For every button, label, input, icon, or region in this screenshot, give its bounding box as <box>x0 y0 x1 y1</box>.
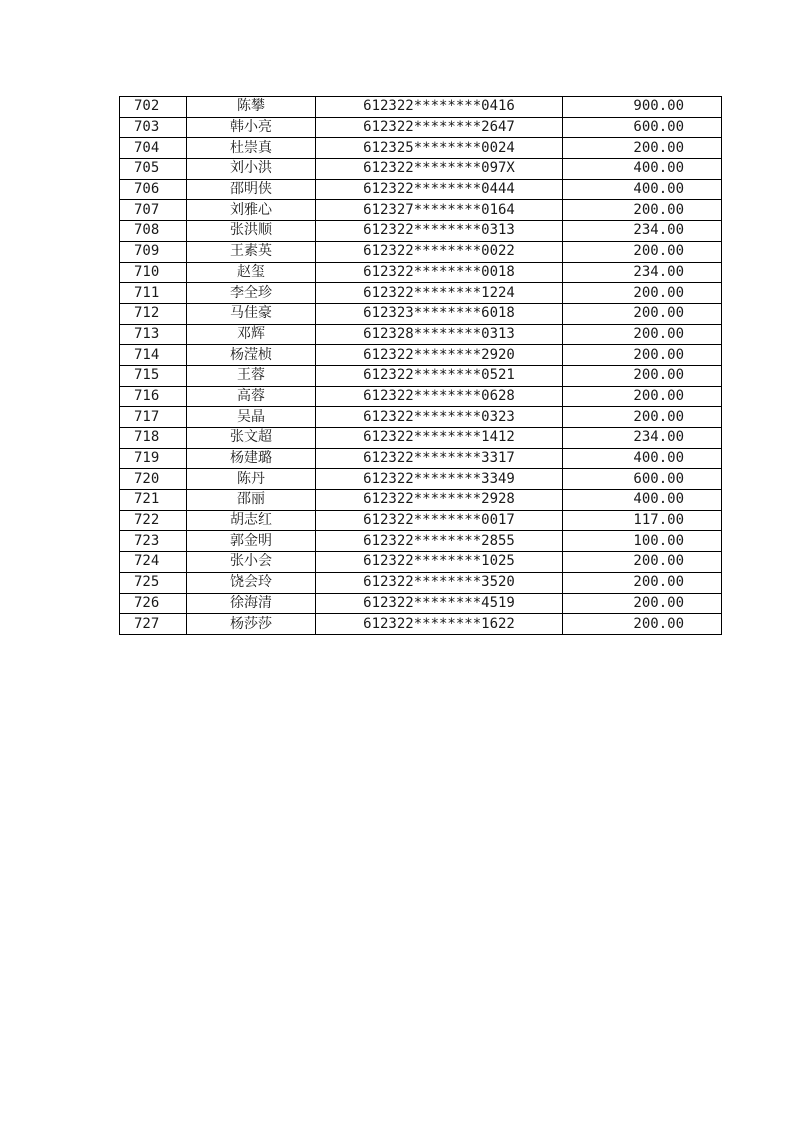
row-number: 721 <box>120 490 187 511</box>
row-number: 709 <box>120 241 187 262</box>
table-row <box>120 303 722 324</box>
masked-id-number: 612322********097X <box>316 159 563 180</box>
table-row <box>120 117 722 138</box>
masked-id-number: 612322********2920 <box>316 345 563 366</box>
roster-table-body <box>120 97 722 635</box>
amount: 200.00 <box>563 303 722 324</box>
masked-id-number: 612322********1025 <box>316 552 563 573</box>
masked-id-number: 612322********2928 <box>316 490 563 511</box>
table-row <box>120 510 722 531</box>
row-number: 707 <box>120 200 187 221</box>
amount: 200.00 <box>563 324 722 345</box>
table-row <box>120 593 722 614</box>
table-row <box>120 345 722 366</box>
table-row <box>120 614 722 635</box>
person-name: 邵丽 <box>187 490 316 511</box>
person-name: 杨建璐 <box>187 448 316 469</box>
masked-id-number: 612322********3520 <box>316 572 563 593</box>
table-row <box>120 241 722 262</box>
row-number: 723 <box>120 531 187 552</box>
amount: 200.00 <box>563 200 722 221</box>
masked-id-number: 612328********0313 <box>316 324 563 345</box>
person-name: 马佳豪 <box>187 303 316 324</box>
table-row <box>120 469 722 490</box>
amount: 200.00 <box>563 241 722 262</box>
masked-id-number: 612322********0521 <box>316 365 563 386</box>
masked-id-number: 612327********0164 <box>316 200 563 221</box>
row-number: 725 <box>120 572 187 593</box>
masked-id-number: 612322********0018 <box>316 262 563 283</box>
row-number: 710 <box>120 262 187 283</box>
row-number: 705 <box>120 159 187 180</box>
masked-id-number: 612322********0628 <box>316 386 563 407</box>
table-row <box>120 448 722 469</box>
row-number: 704 <box>120 138 187 159</box>
amount: 200.00 <box>563 365 722 386</box>
row-number: 718 <box>120 428 187 449</box>
row-number: 714 <box>120 345 187 366</box>
masked-id-number: 612322********2855 <box>316 531 563 552</box>
table-row <box>120 138 722 159</box>
row-number: 720 <box>120 469 187 490</box>
table-row <box>120 283 722 304</box>
person-name: 王蓉 <box>187 365 316 386</box>
amount: 400.00 <box>563 179 722 200</box>
table-row <box>120 221 722 242</box>
person-name: 杨滢桢 <box>187 345 316 366</box>
table-row <box>120 262 722 283</box>
table-row <box>120 386 722 407</box>
row-number: 724 <box>120 552 187 573</box>
person-name: 吴晶 <box>187 407 316 428</box>
masked-id-number: 612322********2647 <box>316 117 563 138</box>
amount: 600.00 <box>563 117 722 138</box>
masked-id-number: 612325********0024 <box>316 138 563 159</box>
person-name: 张小会 <box>187 552 316 573</box>
table-row <box>120 324 722 345</box>
amount: 200.00 <box>563 614 722 635</box>
person-name: 胡志红 <box>187 510 316 531</box>
person-name: 陈攀 <box>187 97 316 118</box>
table-row <box>120 531 722 552</box>
amount: 200.00 <box>563 138 722 159</box>
amount: 200.00 <box>563 345 722 366</box>
person-name: 王素英 <box>187 241 316 262</box>
masked-id-number: 612322********1622 <box>316 614 563 635</box>
amount: 900.00 <box>563 97 722 118</box>
person-name: 郭金明 <box>187 531 316 552</box>
amount: 400.00 <box>563 490 722 511</box>
row-number: 703 <box>120 117 187 138</box>
person-name: 杨莎莎 <box>187 614 316 635</box>
row-number: 706 <box>120 179 187 200</box>
masked-id-number: 612322********4519 <box>316 593 563 614</box>
person-name: 韩小亮 <box>187 117 316 138</box>
masked-id-number: 612322********3349 <box>316 469 563 490</box>
person-name: 刘小洪 <box>187 159 316 180</box>
amount: 117.00 <box>563 510 722 531</box>
row-number: 719 <box>120 448 187 469</box>
masked-id-number: 612322********0022 <box>316 241 563 262</box>
amount: 234.00 <box>563 262 722 283</box>
amount: 600.00 <box>563 469 722 490</box>
amount: 400.00 <box>563 159 722 180</box>
row-number: 717 <box>120 407 187 428</box>
table-row <box>120 97 722 118</box>
masked-id-number: 612322********0444 <box>316 179 563 200</box>
person-name: 杜崇真 <box>187 138 316 159</box>
person-name: 张文超 <box>187 428 316 449</box>
row-number: 716 <box>120 386 187 407</box>
amount: 200.00 <box>563 283 722 304</box>
table-row <box>120 428 722 449</box>
row-number: 708 <box>120 221 187 242</box>
masked-id-number: 612322********0313 <box>316 221 563 242</box>
masked-id-number: 612322********1412 <box>316 428 563 449</box>
table-row <box>120 365 722 386</box>
masked-id-number: 612322********0416 <box>316 97 563 118</box>
person-name: 邵明侠 <box>187 179 316 200</box>
table-row <box>120 490 722 511</box>
amount: 200.00 <box>563 407 722 428</box>
masked-id-number: 612322********3317 <box>316 448 563 469</box>
amount: 234.00 <box>563 221 722 242</box>
row-number: 711 <box>120 283 187 304</box>
row-number: 715 <box>120 365 187 386</box>
table-row <box>120 200 722 221</box>
person-name: 李全珍 <box>187 283 316 304</box>
amount: 200.00 <box>563 593 722 614</box>
table-row <box>120 179 722 200</box>
row-number: 726 <box>120 593 187 614</box>
amount: 100.00 <box>563 531 722 552</box>
masked-id-number: 612322********1224 <box>316 283 563 304</box>
row-number: 713 <box>120 324 187 345</box>
person-name: 饶会玲 <box>187 572 316 593</box>
roster-table <box>119 96 722 635</box>
table-row <box>120 159 722 180</box>
table-row <box>120 572 722 593</box>
masked-id-number: 612322********0017 <box>316 510 563 531</box>
amount: 234.00 <box>563 428 722 449</box>
masked-id-number: 612323********6018 <box>316 303 563 324</box>
amount: 400.00 <box>563 448 722 469</box>
person-name: 陈丹 <box>187 469 316 490</box>
row-number: 712 <box>120 303 187 324</box>
person-name: 赵玺 <box>187 262 316 283</box>
person-name: 刘雅心 <box>187 200 316 221</box>
row-number: 722 <box>120 510 187 531</box>
table-row <box>120 552 722 573</box>
amount: 200.00 <box>563 552 722 573</box>
person-name: 高蓉 <box>187 386 316 407</box>
table-row <box>120 407 722 428</box>
amount: 200.00 <box>563 572 722 593</box>
person-name: 邓辉 <box>187 324 316 345</box>
person-name: 张洪顺 <box>187 221 316 242</box>
row-number: 702 <box>120 97 187 118</box>
amount: 200.00 <box>563 386 722 407</box>
row-number: 727 <box>120 614 187 635</box>
masked-id-number: 612322********0323 <box>316 407 563 428</box>
person-name: 徐海清 <box>187 593 316 614</box>
